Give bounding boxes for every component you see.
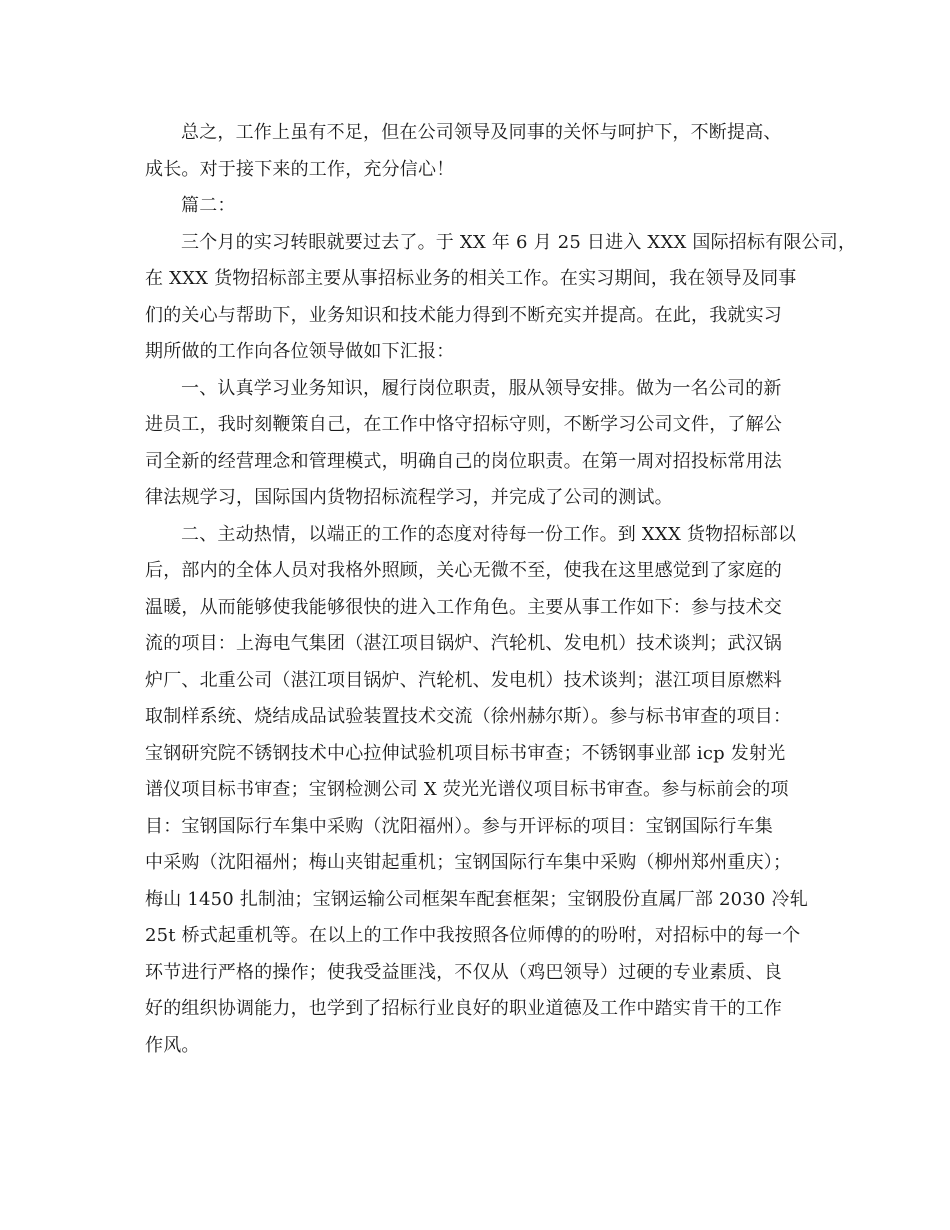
text-line: 成长。对于接下来的工作，充分信心！ <box>145 158 455 180</box>
text-line: 律法规学习，国际国内货物招标流程学习，并完成了公司的测试。 <box>145 487 673 508</box>
text-line: 取制样系统、烧结成品试验装置技术交流（徐州赫尔斯）。参与标书审查的项目： <box>145 706 792 727</box>
text-line: 二、主动热情，以端正的工作的态度对待每一份工作。到 XXX 货物招标部以 <box>181 523 797 545</box>
text-line: 目：宝钢国际行车集中采购（沈阳福州）。参与开评标的项目：宝钢国际行车集 <box>145 815 773 837</box>
text-line: 中采购（沈阳福州；梅山夹钳起重机；宝钢国际行车集中采购（柳州郑州重庆）； <box>145 852 792 873</box>
text-line: 进员工，我时刻鞭策自己，在工作中恪守招标守则，不断学习公司文件，了解公 <box>145 414 782 435</box>
text-line: 好的组织协调能力，也学到了招标行业良好的职业道德及工作中踏实肯干的工作 <box>145 998 782 1019</box>
text-line: 作风。 <box>145 1034 200 1056</box>
text-line: 环节进行严格的操作；使我受益匪浅，不仅从（鸡巴领导）过硬的专业素质、良 <box>145 961 782 983</box>
text-line: 25t 桥式起重机等。在以上的工作中我按照各位师傅的的吩咐，对招标中的每一个 <box>145 925 801 946</box>
text-line: 流的项目：上海电气集团（湛江项目锅炉、汽轮机、发电机）技术谈判；武汉锅 <box>145 633 782 654</box>
text-line: 总之，工作上虽有不足，但在公司领导及同事的关怀与呵护下，不断提高、 <box>181 122 782 143</box>
text-line: 在 XXX 货物招标部主要从事招标业务的相关工作。在实习期间，我在领导及同事 <box>145 268 797 289</box>
text-line: 们的关心与帮助下，业务知识和技术能力得到不断充实并提高。在此，我就实习 <box>145 304 782 326</box>
text-line: 篇二： <box>181 195 236 216</box>
text-line: 后，部内的全体人员对我格外照顾，关心无微不至，使我在这里感觉到了家庭的 <box>145 560 782 581</box>
document-body <box>145 115 857 1064</box>
text-line: 期所做的工作向各位领导做如下汇报： <box>145 341 455 362</box>
text-line: 宝钢研究院不锈钢技术中心拉伸试验机项目标书审查；不锈钢事业部 icp 发射光 <box>145 742 786 764</box>
text-line: 温暖，从而能够使我能够很快的进入工作角色。主要从事工作如下：参与技术交 <box>145 596 782 618</box>
text-line: 司全新的经营理念和管理模式，明确自己的岗位职责。在第一周对招投标常用法 <box>145 450 782 472</box>
text-line: 炉厂、北重公司（湛江项目锅炉、汽轮机、发电机）技术谈判；湛江项目原燃料 <box>145 669 782 691</box>
text-line: 谱仪项目标书审查；宝钢检测公司 X 荧光光谱仪项目标书审查。参与标前会的项 <box>145 779 789 800</box>
text-line: 一、认真学习业务知识，履行岗位职责，服从领导安排。做为一名公司的新 <box>181 377 782 399</box>
text-line: 梅山 1450 扎制油；宝钢运输公司框架车配套框架；宝钢股份直属厂部 2030 冷轧 <box>145 888 808 910</box>
text-line: 三个月的实习转眼就要过去了。于 XX 年 6 月 25 日进入 XXX 国际招标有限公司， <box>181 231 857 253</box>
